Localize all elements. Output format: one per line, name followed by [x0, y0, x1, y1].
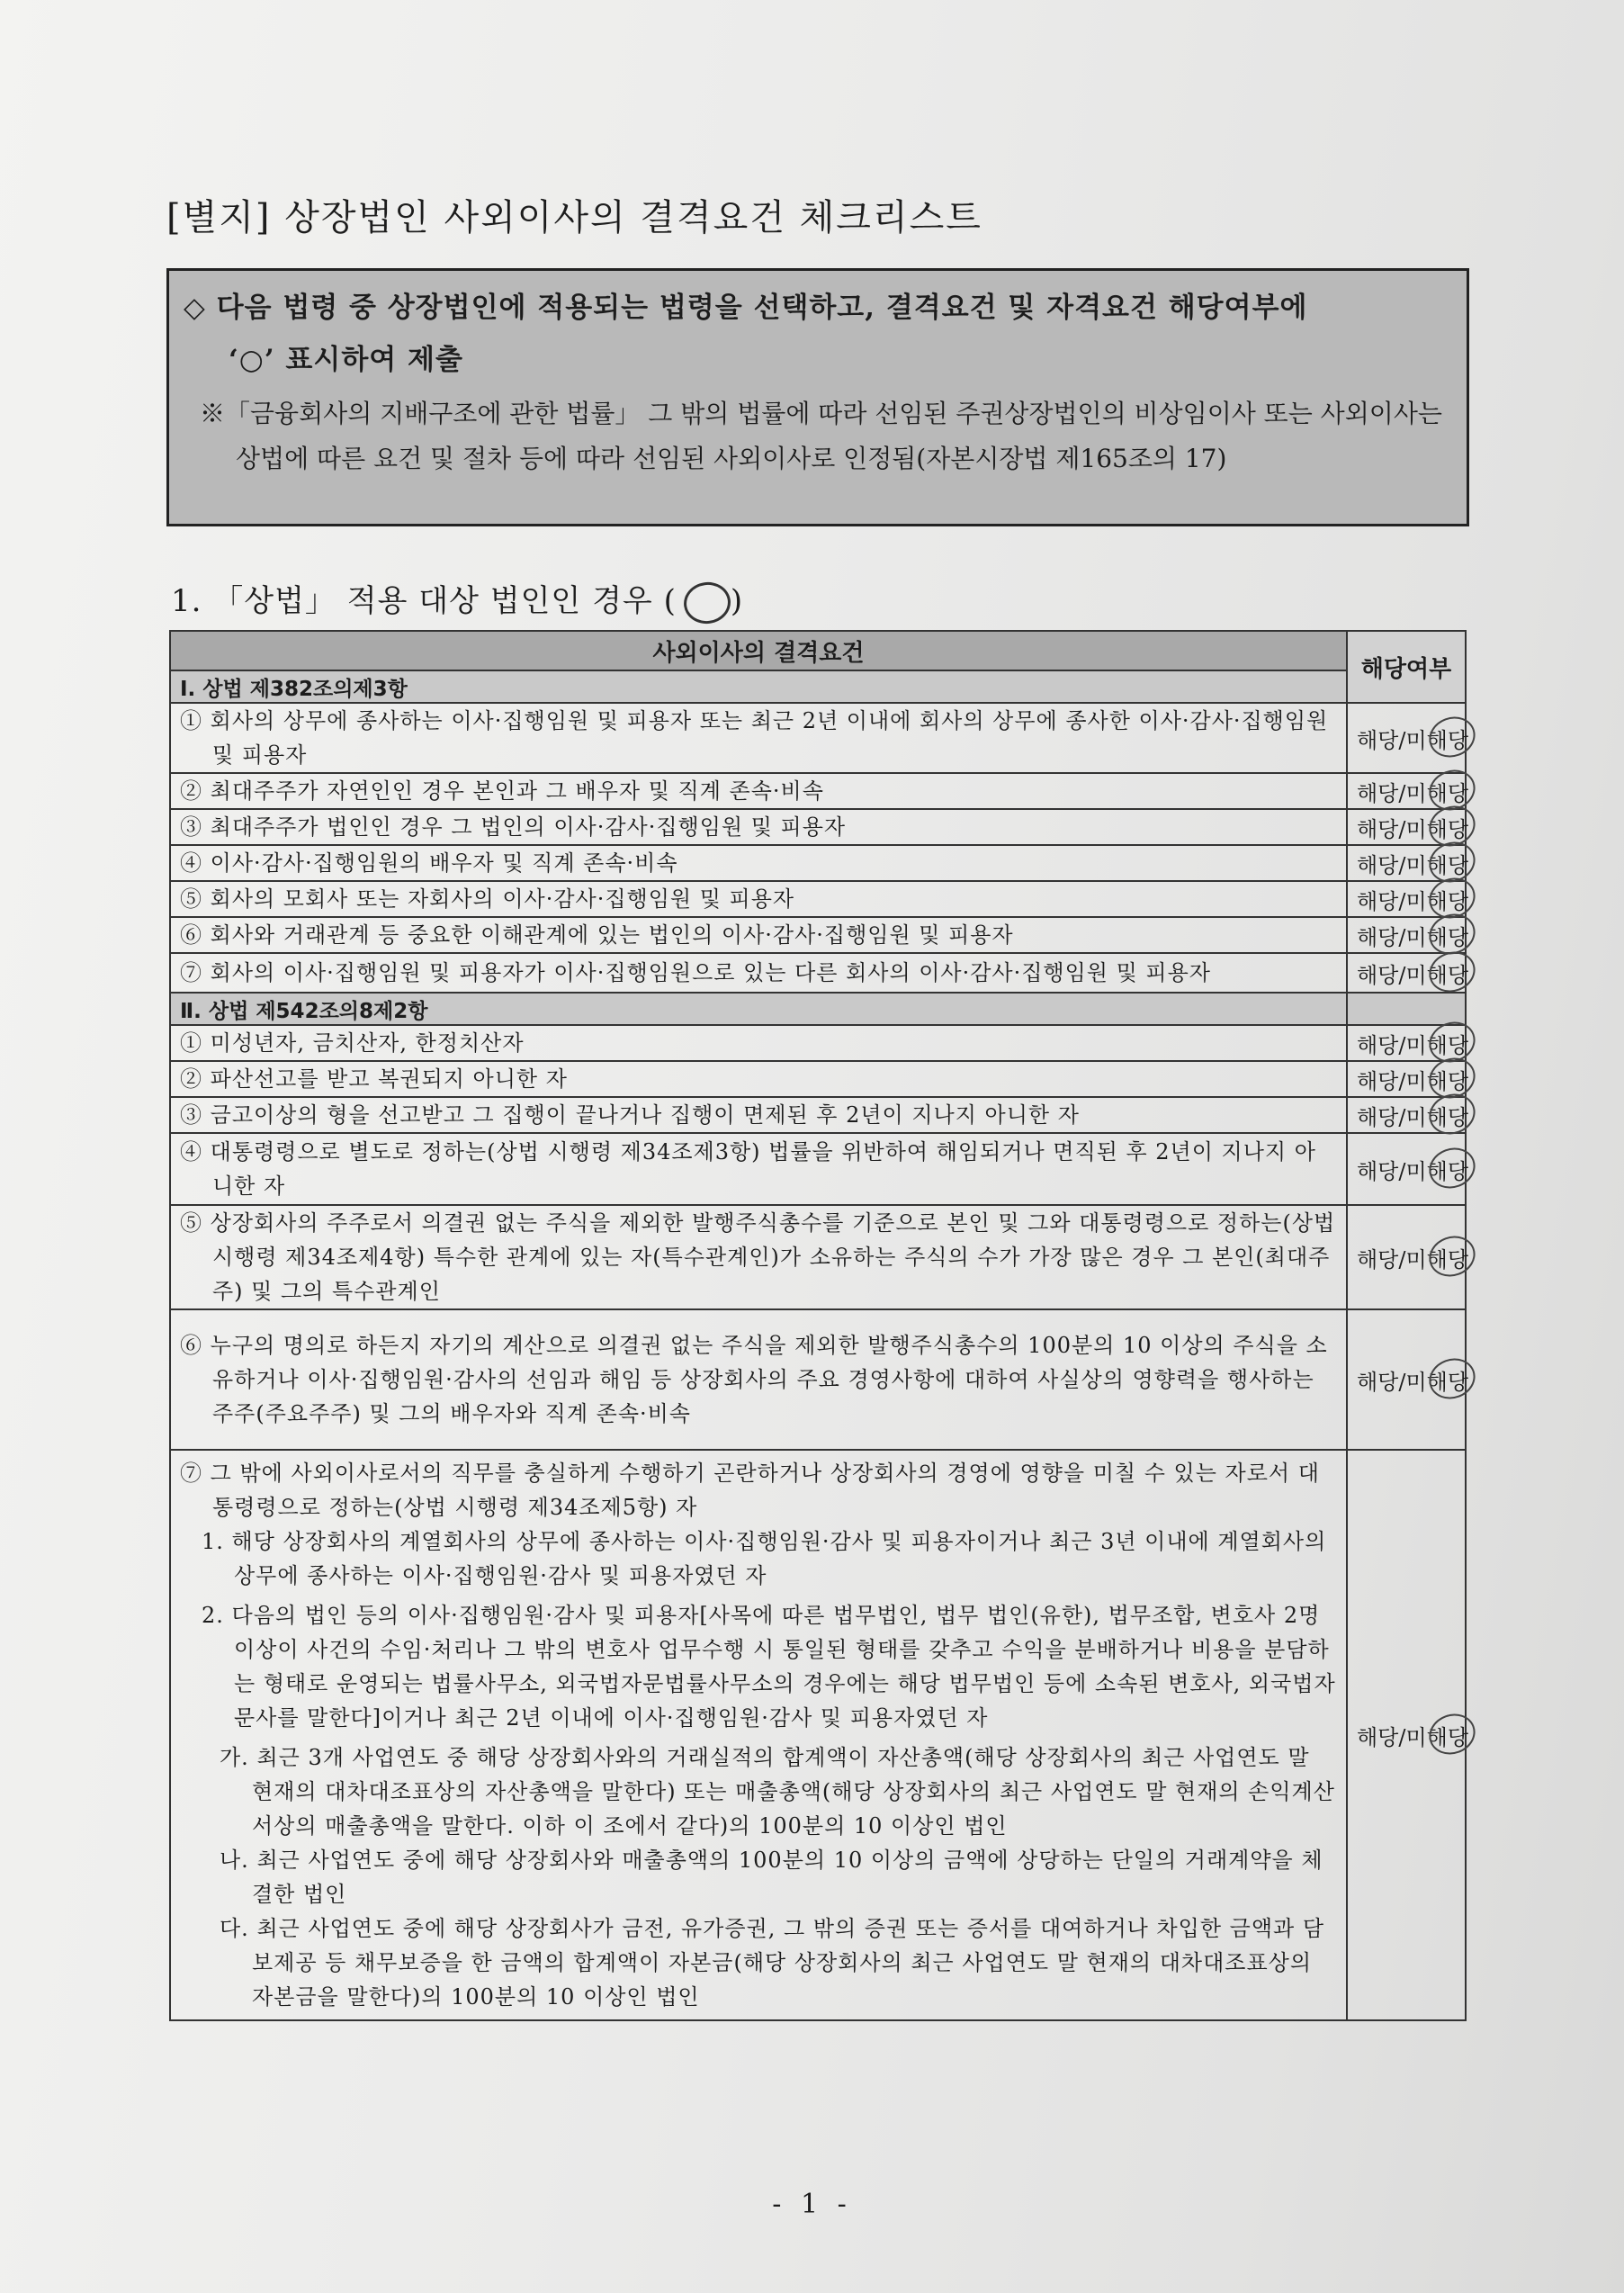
check-cell[interactable] [1347, 1061, 1469, 1097]
item7-ga: 가. 최근 3개 사업연도 중 해당 상장회사와의 거래실적의 합계액이 자산총액(해당 상장회사의 최근 사업연도 말 현재의 대차대조표상의 자산총액을 말한다) 또는 매출총액(해당 상장회사의 최근 사업연도 말 현재의 손익계산서상의 매출총액을 말한다. 이하 이 조에서 같다)의 100분의 10 이상인 법인 [220, 1745, 1335, 1839]
item7-da: 다. 최근 사업연도 중에 해당 상장회사가 금전, 유가증권, 그 밖의 증권 또는 증서를 대여하거나 차입한 금액과 담보제공 등 채무보증을 한 금액의 합계액이 자본금(해당 상장회사의 최근 사업연도 말 현재의 대차대조표상의 자본금을 말한다)의 100분의 10 이상인 법인 [220, 1916, 1325, 2010]
group-title-spacer [1347, 993, 1466, 1025]
instruction-box [166, 268, 1469, 526]
instruction-line2: ‘○’ 표시하여 제출 [229, 344, 463, 376]
table-row: ② 파산선고를 받고 복권되지 아니한 자 [170, 1061, 1347, 1097]
check-cell[interactable] [1347, 1205, 1469, 1309]
table-row: ⑥ 누구의 명의로 하든지 자기의 계산으로 의결권 없는 주식을 제외한 발행주식총수의 100분의 10 이상의 주식을 소유하거나 이사·집행임원·감사의 선임과 해임 등 상장회사의 주요 경영사항에 대하여 사실상의 영향력을 행사하는 주주(주요주주) 및 그의 배우자와 직계 존속·비속 [170, 1309, 1347, 1450]
table-row: ① 회사의 상무에 종사하는 이사·집행임원 및 피용자 또는 최근 2년 이내에 회사의 상무에 종사한 이사·감사·집행임원 및 피용자 [170, 703, 1347, 773]
check-label: 해당/미해당 [1357, 1724, 1469, 1750]
group-title: Ⅱ. 상법 제542조의8제2항 [170, 993, 1347, 1025]
header-check: 해당여부 [1347, 631, 1466, 703]
check-label: 해당/미해당 [1357, 1104, 1469, 1130]
table-row: ② 최대주주가 자연인인 경우 본인과 그 배우자 및 직계 존속·비속 [170, 773, 1347, 809]
check-label: 해당/미해당 [1357, 852, 1469, 878]
instruction-line1: ◇ 다음 법령 중 상장법인에 적용되는 법령을 선택하고, 결격요건 및 자격요건 해당여부에 [184, 292, 1308, 324]
check-label: 해당/미해당 [1357, 780, 1469, 806]
check-cell[interactable] [1347, 773, 1469, 809]
handwritten-circle-mark [1423, 710, 1481, 763]
check-cell[interactable] [1347, 917, 1469, 953]
check-label: 해당/미해당 [1357, 1158, 1469, 1184]
section-heading-close: ) [730, 583, 744, 619]
handwritten-circle-mark [1423, 1229, 1481, 1282]
check-label: 해당/미해당 [1357, 727, 1469, 753]
check-cell[interactable] [1347, 881, 1469, 917]
check-cell[interactable] [1347, 1450, 1469, 2020]
check-cell[interactable] [1347, 1133, 1469, 1205]
section-heading-text: 1. 「상법」 적용 대상 법인인 경우 ( [171, 583, 677, 619]
check-cell[interactable] [1347, 845, 1469, 881]
table-row: ③ 금고이상의 형을 선고받고 그 집행이 끝나거나 집행이 면제된 후 2년이 지나지 아니한 자 [170, 1097, 1347, 1133]
check-cell[interactable] [1347, 809, 1469, 845]
page-title: [별지] 상장법인 사외이사의 결격요건 체크리스트 [166, 197, 982, 238]
check-label: 해당/미해당 [1357, 924, 1469, 950]
handwritten-circle-mark [1423, 1707, 1481, 1760]
check-label: 해당/미해당 [1357, 1246, 1469, 1272]
check-label: 해당/미해당 [1357, 1032, 1469, 1058]
handwritten-circle-mark [681, 580, 733, 627]
table-row: ⑦ 회사의 이사·집행임원 및 피용자가 이사·집행임원으로 있는 다른 회사의 이사·감사·집행임원 및 피용자 [170, 953, 1347, 993]
check-cell[interactable] [1347, 1309, 1469, 1450]
item7-sub2: 2. 다음의 법인 등의 이사·집행임원·감사 및 피용자[사목에 따른 법무법인, 법무 법인(유한), 법무조합, 변호사 2명 이상이 사건의 수임·처리나 그 밖의 변호사 업무수행 시 통일된 형태를 갖추고 수익을 분배하거나 비용을 분담하는 형태로 운영되는 법률사무소, 외국법자문법률사무소의 경우에는 해당 법무법인 등에 소속된 변호사, 외국법자문사를 말한다]이거나 최근 2년 이내에 이사·집행임원·감사 및 피용자였던 자 [202, 1603, 1336, 1731]
check-label: 해당/미해당 [1357, 1068, 1469, 1094]
check-label: 해당/미해당 [1357, 1369, 1469, 1395]
check-label: 해당/미해당 [1357, 962, 1469, 988]
page-number: - 1 - [772, 2189, 852, 2220]
instruction-main [184, 282, 1450, 386]
table-row: ⑥ 회사와 거래관계 등 중요한 이해관계에 있는 법인의 이사·감사·집행임원 및 피용자 [170, 917, 1347, 953]
item7-na: 나. 최근 사업연도 중에 해당 상장회사와 매출총액의 100분의 10 이상의 금액에 상당하는 단일의 거래계약을 체결한 법인 [220, 1848, 1323, 1907]
check-label: 해당/미해당 [1357, 816, 1469, 842]
handwritten-circle-mark [1423, 1141, 1481, 1194]
handwritten-circle-mark [1423, 1352, 1481, 1405]
table-row [170, 1450, 1347, 2020]
checklist-table [169, 630, 1467, 2021]
item7-sub1: 1. 해당 상장회사의 계열회사의 상무에 종사하는 이사·집행임원·감사 및 피용자이거나 최근 3년 이내에 계열회사의 상무에 종사하는 이사·집행임원·감사 및 피용자였던 자 [202, 1529, 1327, 1588]
check-cell[interactable] [1347, 1025, 1469, 1061]
handwritten-circle-mark [1423, 945, 1481, 998]
check-cell[interactable] [1347, 953, 1469, 993]
section-heading [171, 576, 743, 624]
instruction-note: ※「금융회사의 지배구조에 관한 법률」 그 밖의 법률에 따라 선임된 주권상장법인의 비상임이사 또는 사외이사는 상법에 따른 요건 및 절차 등에 따라 선임된 사외이사로 인정됨(자본시장법 제165조의 17) [200, 399, 1442, 473]
table-row: ① 미성년자, 금치산자, 한정치산자 [170, 1025, 1347, 1061]
check-cell[interactable] [1347, 703, 1469, 773]
table-row: ④ 이사·감사·집행임원의 배우자 및 직계 존속·비속 [170, 845, 1347, 881]
table-row: ④ 대통령령으로 별도로 정하는(상법 시행령 제34조제3항) 법률을 위반하여 해임되거나 면직된 후 2년이 지나지 아니한 자 [170, 1133, 1347, 1205]
check-label: 해당/미해당 [1357, 888, 1469, 914]
table-row: ⑤ 회사의 모회사 또는 자회사의 이사·감사·집행임원 및 피용자 [170, 881, 1347, 917]
check-cell[interactable] [1347, 1097, 1469, 1133]
table-row: ③ 최대주주가 법인인 경우 그 법인의 이사·감사·집행임원 및 피용자 [170, 809, 1347, 845]
table-row: ⑤ 상장회사의 주주로서 의결권 없는 주식을 제외한 발행주식총수를 기준으로 본인 및 그와 대통령령으로 정하는(상법 시행령 제34조제4항) 특수한 관계에 있는 자(특수관계인)가 소유하는 주식의 수가 가장 많은 경우 그 본인(최대주주) 및 그의 특수관계인 [170, 1205, 1347, 1309]
header-requirement: 사외이사의 결격요건 [170, 631, 1347, 670]
item7-intro: ⑦ 그 밖에 사외이사로서의 직무를 충실하게 수행하기 곤란하거나 상장회사의 경영에 영향을 미칠 수 있는 자로서 대통령령으로 정하는(상법 시행령 제34조제5항) 자 [180, 1461, 1320, 1520]
group-title: Ⅰ. 상법 제382조의제3항 [170, 670, 1347, 703]
